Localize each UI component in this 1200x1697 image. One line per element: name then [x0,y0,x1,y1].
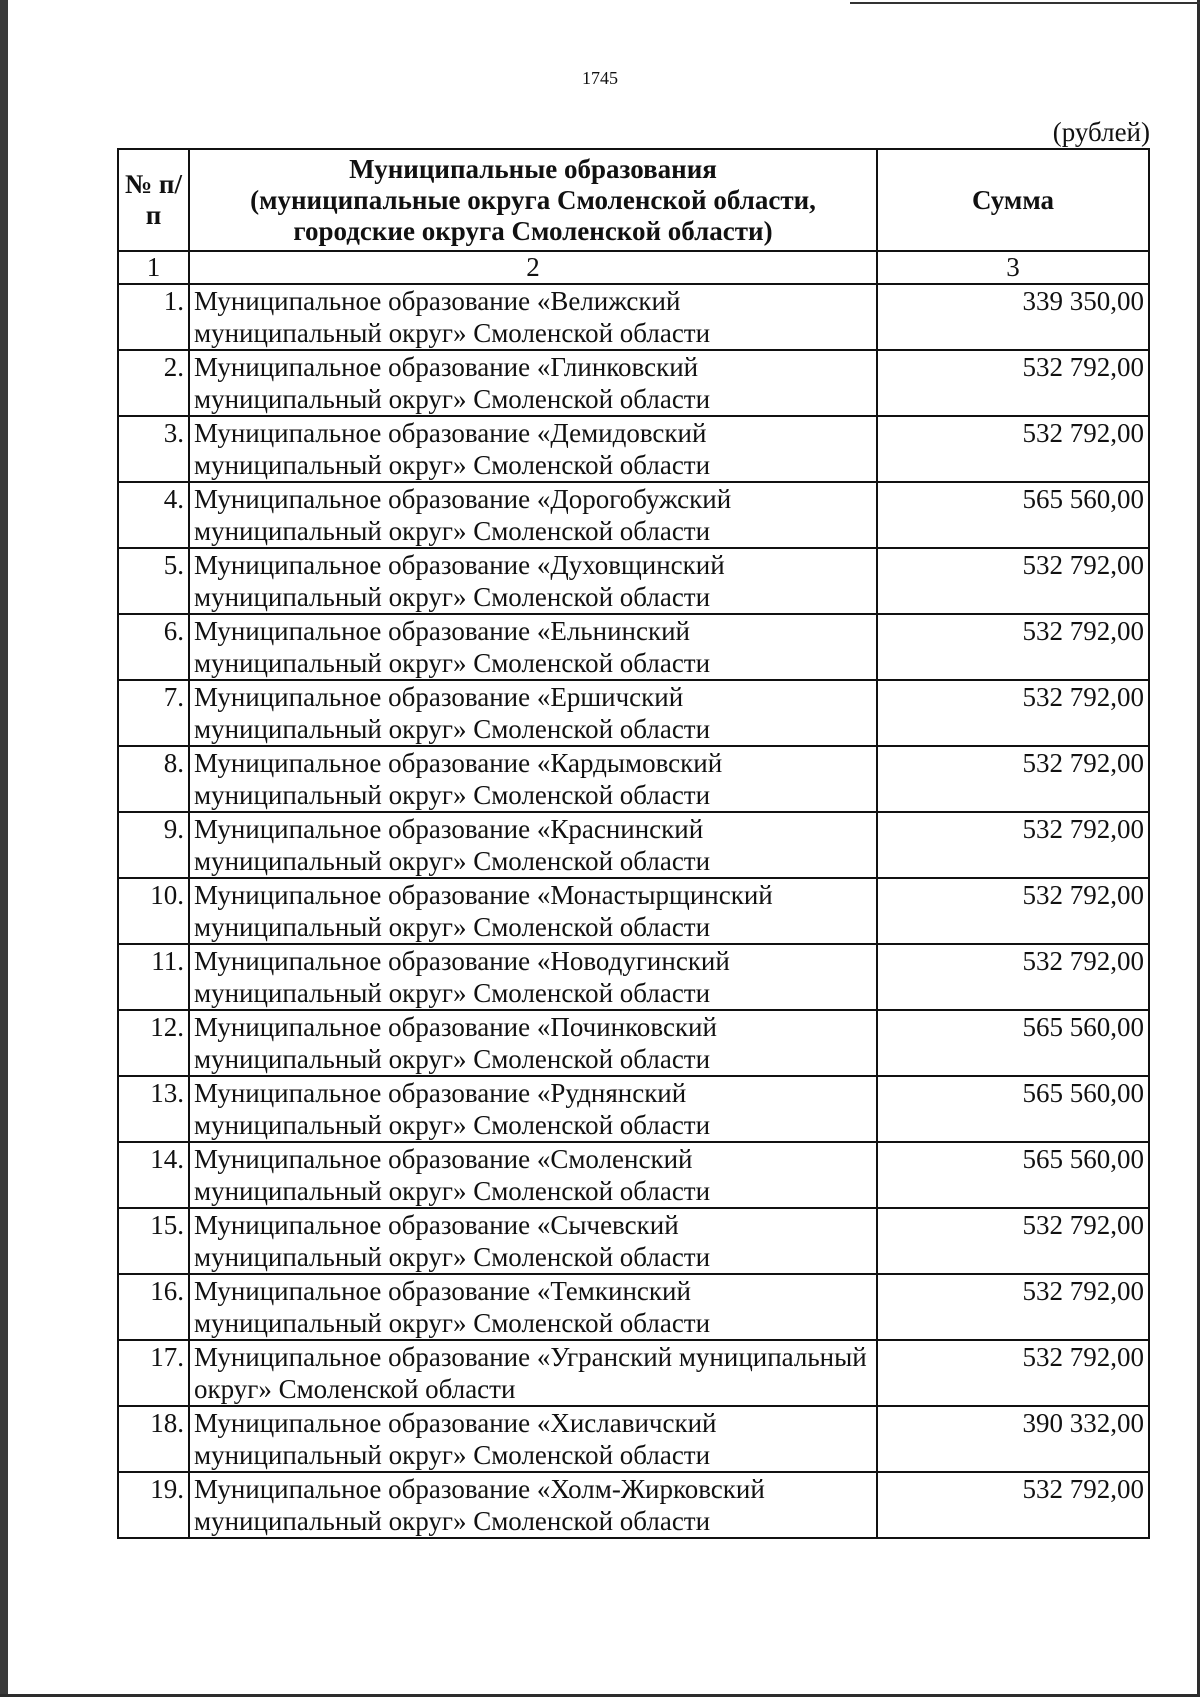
row-number: 1. [118,284,189,350]
municipality-name: Муниципальное образование «Ершичский муниципальный округ» Смоленской области [189,680,877,746]
amount: 532 792,00 [877,1340,1149,1406]
table-row [118,1010,1149,1076]
table-row [118,812,1149,878]
municipality-name: Муниципальное образование «Угранский муниципальный округ» Смоленской области [189,1340,877,1406]
header-sum-label: Сумма [971,184,1055,215]
municipality-name: Муниципальное образование «Монастырщинский муниципальный округ» Смоленской области [189,878,877,944]
table-row [118,350,1149,416]
amount: 532 792,00 [877,1208,1149,1274]
column-index-2: 2 [189,251,877,284]
amount: 532 792,00 [877,878,1149,944]
amount: 390 332,00 [877,1406,1149,1472]
municipality-name: Муниципальное образование «Ельнинский муниципальный округ» Смоленской области [189,614,877,680]
table-row [118,416,1149,482]
row-number: 16. [118,1274,189,1340]
header-number [118,149,189,251]
amount: 532 792,00 [877,680,1149,746]
row-number: 11. [118,944,189,1010]
amount: 532 792,00 [877,416,1149,482]
table-body [118,251,1149,1538]
header-number-label: № п/п [125,169,182,230]
amount: 532 792,00 [877,812,1149,878]
municipality-name: Муниципальное образование «Темкинский муниципальный округ» Смоленской области [189,1274,877,1340]
municipality-name: Муниципальное образование «Сычевский муниципальный округ» Смоленской области [189,1208,877,1274]
amount: 532 792,00 [877,350,1149,416]
row-number: 7. [118,680,189,746]
scan-border-left [0,0,8,1697]
municipality-name: Муниципальное образование «Велижский муниципальный округ» Смоленской области [189,284,877,350]
amount: 532 792,00 [877,1274,1149,1340]
table-row [118,1340,1149,1406]
municipality-name: Муниципальное образование «Смоленский муниципальный округ» Смоленской области [189,1142,877,1208]
municipality-name: Муниципальное образование «Холм-Жирковский муниципальный округ» Смоленской области [189,1472,877,1538]
table-row [118,1472,1149,1538]
header-municipality-line-3: городские округа Смоленской области) [293,215,773,246]
municipality-name: Муниципальное образование «Краснинский муниципальный округ» Смоленской области [189,812,877,878]
row-number: 9. [118,812,189,878]
table-row [118,878,1149,944]
table-row [118,1076,1149,1142]
row-number: 6. [118,614,189,680]
scan-border-top [850,2,1200,4]
amount: 532 792,00 [877,746,1149,812]
amount: 565 560,00 [877,482,1149,548]
table-row [118,680,1149,746]
amount: 339 350,00 [877,284,1149,350]
row-number: 4. [118,482,189,548]
allocation-table [117,148,1150,1539]
header-sum [877,149,1149,251]
column-index-1: 1 [118,251,189,284]
header-row [118,149,1149,251]
row-number: 2. [118,350,189,416]
header-municipality-line-2: (муниципальные округа Смоленской области, [250,184,816,215]
table-row [118,944,1149,1010]
header-municipality [189,149,877,251]
row-number: 17. [118,1340,189,1406]
table-row [118,746,1149,812]
row-number: 15. [118,1208,189,1274]
municipality-name: Муниципальное образование «Кардымовский муниципальный округ» Смоленской области [189,746,877,812]
amount: 532 792,00 [877,548,1149,614]
row-number: 10. [118,878,189,944]
table-row [118,284,1149,350]
table-header [118,149,1149,251]
amount: 532 792,00 [877,614,1149,680]
municipality-name: Муниципальное образование «Новодугинский муниципальный округ» Смоленской области [189,944,877,1010]
amount: 532 792,00 [877,1472,1149,1538]
table-row [118,1274,1149,1340]
units-label: (рублей) [1052,117,1150,147]
row-number: 8. [118,746,189,812]
table-row [118,548,1149,614]
table-row [118,1406,1149,1472]
table-row [118,482,1149,548]
municipality-name: Муниципальное образование «Глинковский муниципальный округ» Смоленской области [189,350,877,416]
page-number: 1745 [582,68,618,88]
table-row [118,1208,1149,1274]
row-number: 13. [118,1076,189,1142]
row-number: 12. [118,1010,189,1076]
row-number: 5. [118,548,189,614]
municipality-name: Муниципальное образование «Дорогобужский муниципальный округ» Смоленской области [189,482,877,548]
municipality-name: Муниципальное образование «Духовщинский муниципальный округ» Смоленской области [189,548,877,614]
table-row [118,614,1149,680]
municipality-name: Муниципальное образование «Руднянский муниципальный округ» Смоленской области [189,1076,877,1142]
header-municipality-line-1: Муниципальные образования [349,153,717,184]
row-number: 19. [118,1472,189,1538]
row-number: 3. [118,416,189,482]
municipality-name: Муниципальное образование «Починковский муниципальный округ» Смоленской области [189,1010,877,1076]
municipality-name: Муниципальное образование «Демидовский муниципальный округ» Смоленской области [189,416,877,482]
table-row [118,1142,1149,1208]
column-index-3: 3 [877,251,1149,284]
amount: 532 792,00 [877,944,1149,1010]
amount: 565 560,00 [877,1142,1149,1208]
row-number: 14. [118,1142,189,1208]
amount: 565 560,00 [877,1076,1149,1142]
row-number: 18. [118,1406,189,1472]
column-index-row [118,251,1149,284]
municipality-name: Муниципальное образование «Хиславичский муниципальный округ» Смоленской области [189,1406,877,1472]
amount: 565 560,00 [877,1010,1149,1076]
